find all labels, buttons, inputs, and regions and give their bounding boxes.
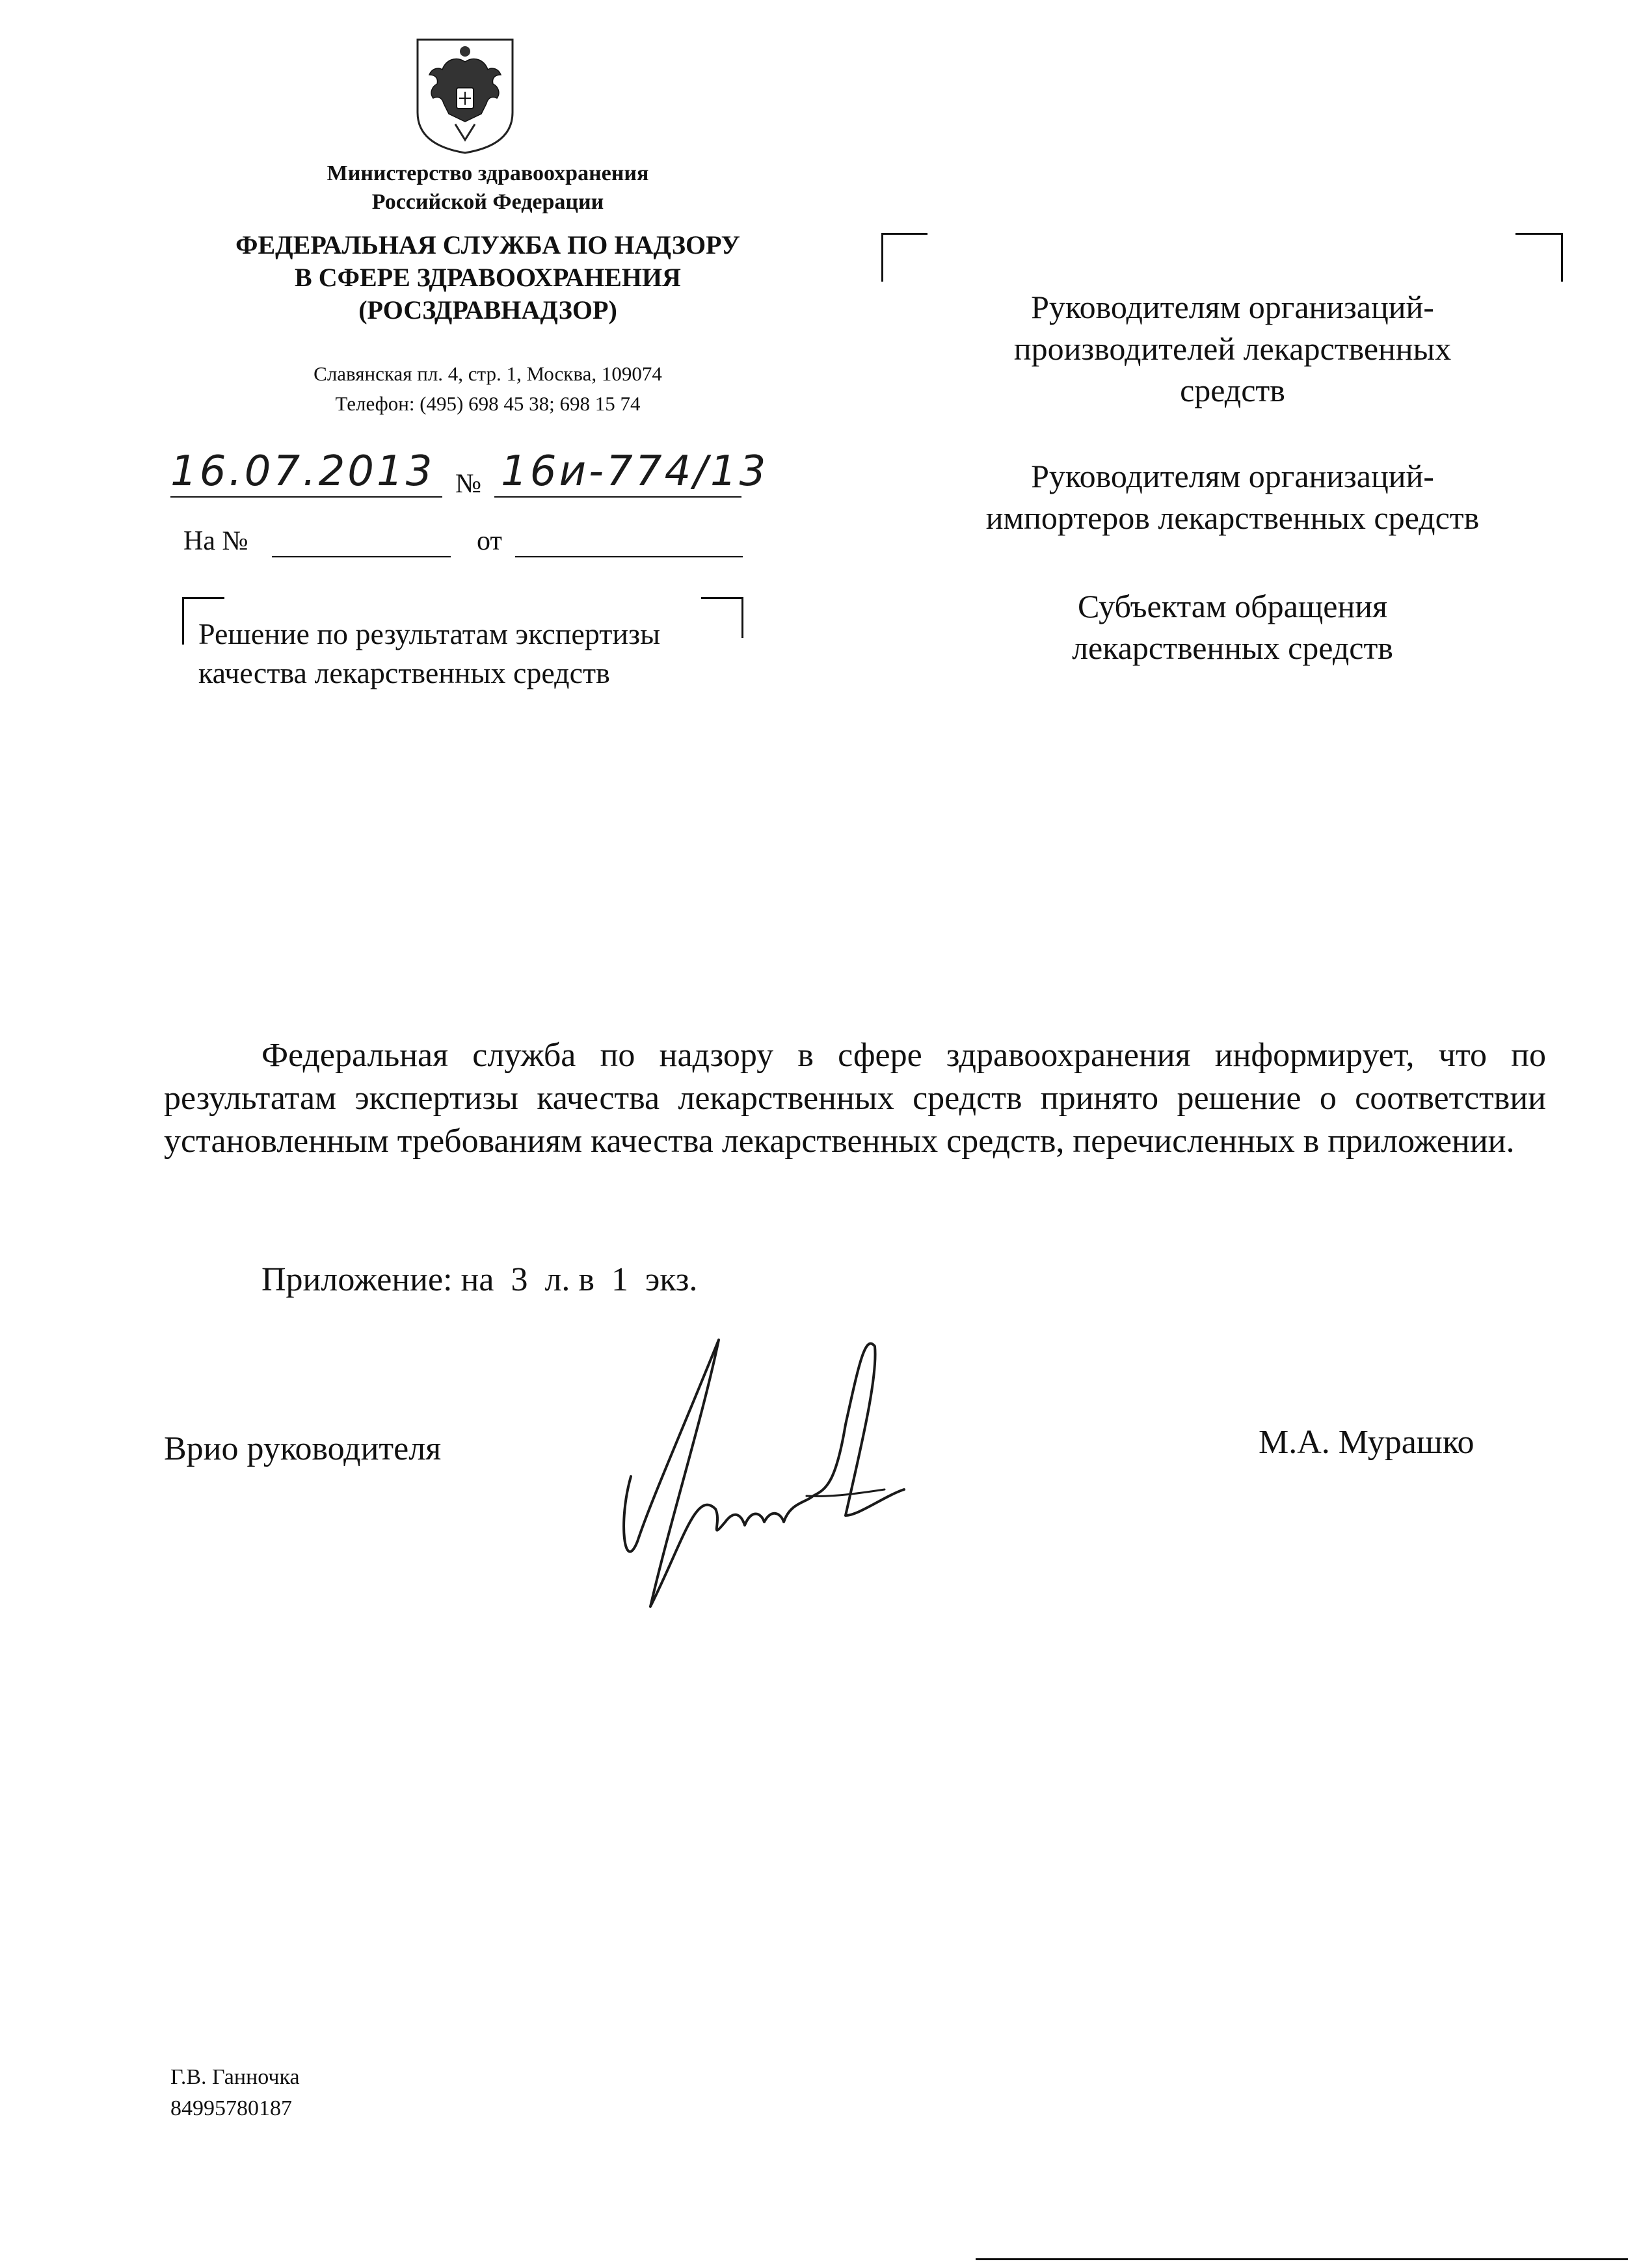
ministry-line: Российской Федерации — [371, 190, 604, 214]
phone-line: Телефон: (495) 698 45 38; 698 15 74 — [335, 392, 641, 415]
scan-edge-line — [976, 2258, 1628, 2260]
signer-position: Врио руководителя — [164, 1430, 442, 1467]
agency-line: В СФЕРЕ ЗДРАВООХРАНЕНИЯ — [295, 263, 681, 292]
subject-line: Решение по результатам экспертизы — [198, 617, 661, 650]
reply-date-label: от — [477, 526, 502, 556]
recipient-line: импортеров лекарственных средств — [985, 500, 1480, 536]
ministry-line: Министерство здравоохранения — [327, 161, 649, 185]
registration-number: 16и-774/13 — [501, 447, 769, 496]
appendix-note: Приложение: на 3 л. в 1 экз. — [261, 1261, 698, 1298]
recipient-block — [868, 585, 1597, 669]
agency-header — [98, 229, 878, 327]
recipient-block — [868, 455, 1597, 539]
agency-line: ФЕДЕРАЛЬНАЯ СЛУЖБА ПО НАДЗОРУ — [235, 230, 740, 260]
recipient-bracket-right — [1515, 233, 1563, 282]
coat-of-arms-emblem — [410, 36, 520, 156]
agency-address — [163, 359, 813, 419]
ministry-header — [163, 159, 813, 217]
executor-phone: 84995780187 — [170, 2096, 292, 2120]
subject-line: качества лекарственных средств — [198, 656, 610, 689]
executor-info — [170, 2062, 300, 2124]
body-paragraph: Федеральная служба по надзору в сфере здравоохранения информирует, что по результатам экспертизы качества лекарственных средств принято решение о соответствии установленным требованиям качества лекарственных средств, перечисленных в приложении. — [164, 1037, 1546, 1160]
subject-bracket-right — [701, 597, 743, 638]
date-underline — [170, 496, 442, 498]
number-underline — [494, 496, 741, 498]
number-sign-label: № — [455, 469, 482, 499]
reply-number-label: На № — [183, 526, 248, 556]
recipient-line: производителей лекарственных — [1013, 330, 1452, 367]
signer-name: М.А. Мурашко — [1259, 1424, 1475, 1461]
reply-number-underline — [272, 556, 451, 557]
recipient-bracket-left — [881, 233, 927, 282]
reply-date-underline — [515, 556, 743, 557]
letter-body — [164, 1034, 1546, 1163]
address-line: Славянская пл. 4, стр. 1, Москва, 109074 — [314, 362, 662, 385]
recipient-line: Руководителям организаций- — [1031, 289, 1434, 325]
recipient-line: лекарственных средств — [1072, 630, 1393, 666]
recipient-block — [868, 286, 1597, 411]
registration-date: 16.07.2013 — [170, 447, 435, 496]
agency-line: (РОСЗДРАВНАДЗОР) — [358, 295, 617, 325]
subject-heading — [198, 615, 660, 693]
recipient-line: Субъектам обращения — [1078, 588, 1387, 624]
handwritten-signature — [611, 1327, 937, 1626]
recipient-line: Руководителям организаций- — [1031, 458, 1434, 494]
recipient-line: средств — [1180, 372, 1285, 408]
executor-name: Г.В. Ганночка — [170, 2065, 300, 2089]
